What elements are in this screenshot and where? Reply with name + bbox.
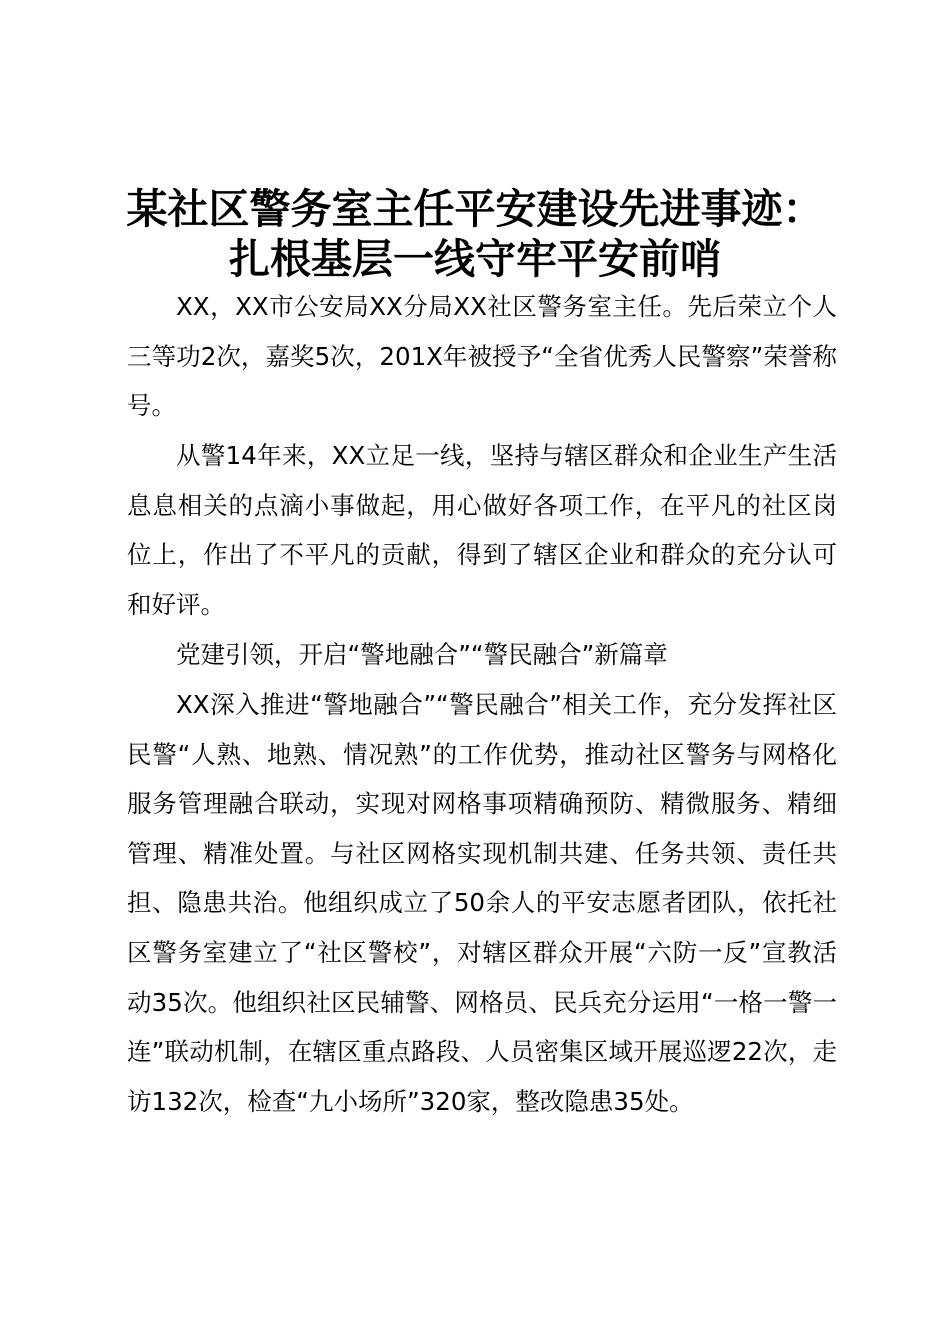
paragraph-service-years (127, 431, 837, 629)
document-title-line-2: 扎根基层一线守牢平安前哨 (229, 235, 721, 283)
section-heading (127, 630, 837, 680)
paragraph-intro (127, 282, 837, 431)
paragraph-text: 从警14年来，XX立足一线，坚持与辖区群众和企业生产生活息息相关的点滴小事做起，用心做好各项工作，在平凡的社区岗位上，作出了不平凡的贡献，得到了辖区企业和群众的充分认可和好评。 (127, 441, 837, 619)
paragraph-integration-work (127, 680, 837, 1126)
paragraph-text: XX深入推进“警地融合”“警民融合”相关工作，充分发挥社区民警“人熟、地熟、情况熟”的工作优势，推动社区警务与网格化服务管理融合联动，实现对网格事项精确预防、精微服务、精细管理、精准处置。与社区网格实现机制共建、任务共领、责任共担、隐患共治。他组织成立了50余人的平安志愿者团队，依托社区警务室建立了“社区警校”，对辖区群众开展“六防一反”宣教活动35次。他组织社区民辅警、网格员、民兵充分运用“一格一警一连”联动机制，在辖区重点路段、人员密集区域开展巡逻22次，走访132次，检查“九小场所”320家，整改隐患35处。 (127, 690, 837, 1116)
paragraph-text: XX，XX市公安局XX分局XX社区警务室主任。先后荣立个人三等功2次，嘉奖5次，201X年被授予“全省优秀人民警察”荣誉称号。 (127, 292, 837, 421)
section-heading-text: 党建引领，开启“警地融合”“警民融合”新篇章 (176, 640, 668, 669)
document-title-line-1: 某社区警务室主任平安建设先进事迹： (126, 185, 824, 233)
